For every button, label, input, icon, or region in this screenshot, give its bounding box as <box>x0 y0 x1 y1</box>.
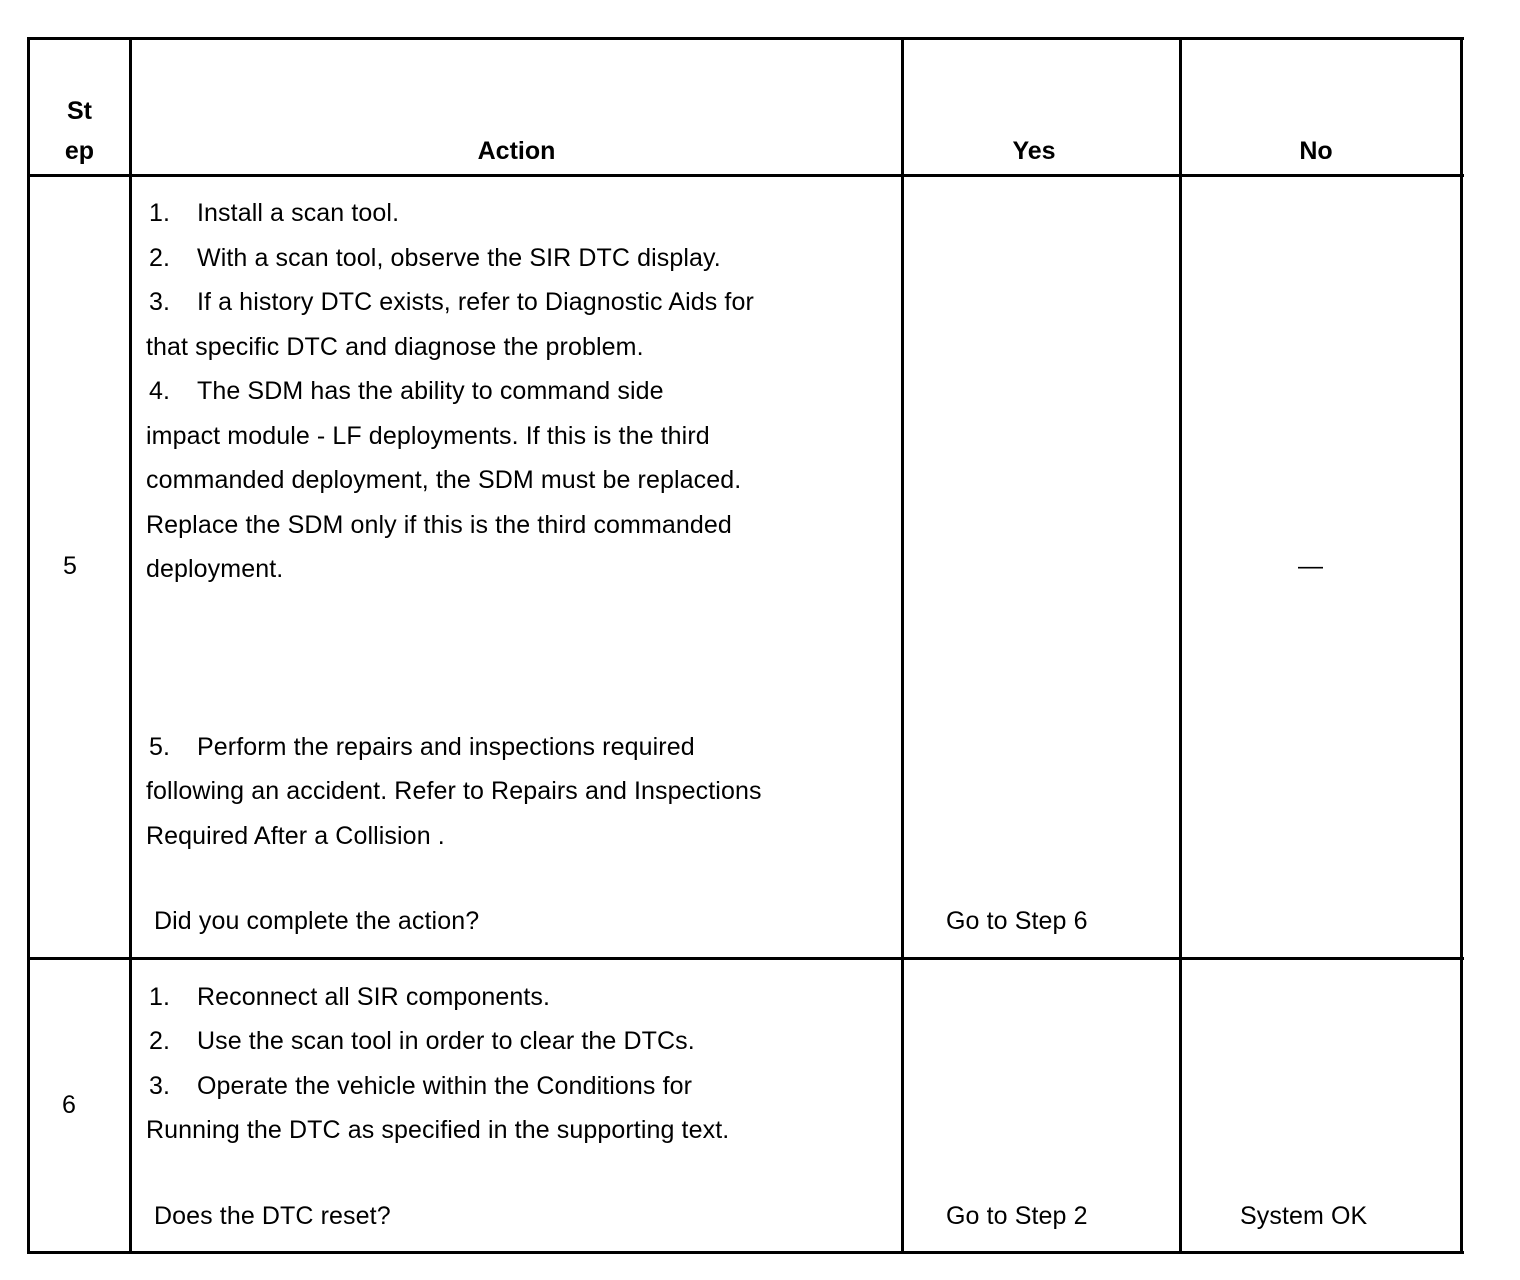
action-item-text: If a history DTC exists, refer to Diagnostic Aids for <box>197 288 754 316</box>
action-item-continuation: impact module - LF deployments. If this is the third <box>146 422 710 450</box>
action-item-number: 1. <box>149 199 171 227</box>
action-item-number: 3. <box>149 1072 171 1100</box>
action-item-number: 1. <box>149 983 171 1011</box>
action-item-continuation: following an accident. Refer to Repairs and Inspections <box>146 777 762 805</box>
header-bottom-border <box>27 174 1464 177</box>
no-result: — <box>1298 552 1324 580</box>
yes-result: Go to Step 2 <box>946 1202 1088 1230</box>
action-item-number: 3. <box>149 288 171 316</box>
action-item <box>149 1071 692 1101</box>
table-top-border <box>27 37 1464 40</box>
action-item-number: 2. <box>149 244 171 272</box>
yes-result: Go to Step 6 <box>946 907 1088 935</box>
header-step-line1: St <box>67 97 92 125</box>
action-yes-divider <box>901 37 904 1254</box>
action-item <box>149 287 754 317</box>
action-item-number: 4. <box>149 377 171 405</box>
row-step-number: 5 <box>63 552 78 580</box>
action-item <box>149 982 550 1012</box>
header-action: Action <box>477 137 556 165</box>
row-step-number: 6 <box>62 1091 77 1119</box>
action-item-text: The SDM has the ability to command side <box>197 377 664 405</box>
action-item-number: 2. <box>149 1027 171 1055</box>
table-bottom-border <box>27 1251 1464 1254</box>
header-yes: Yes <box>1012 137 1056 165</box>
row-divider <box>27 957 1464 960</box>
action-item-text: Perform the repairs and inspections required <box>197 733 695 761</box>
action-item <box>149 732 695 762</box>
action-question: Did you complete the action? <box>154 907 480 935</box>
action-item-continuation: Replace the SDM only if this is the third commanded <box>146 511 732 539</box>
action-item-text: Reconnect all SIR components. <box>197 983 551 1011</box>
action-question: Does the DTC reset? <box>154 1202 391 1230</box>
yes-no-divider <box>1179 37 1182 1254</box>
action-item-text: Use the scan tool in order to clear the DTCs. <box>197 1027 695 1055</box>
header-no: No <box>1299 137 1333 165</box>
action-item-text: Install a scan tool. <box>197 199 400 227</box>
action-item-continuation: Required After a Collision . <box>146 822 445 850</box>
action-item-continuation: Running the DTC as specified in the supporting text. <box>146 1116 730 1144</box>
table-left-border <box>27 37 30 1254</box>
action-item-number: 5. <box>149 733 171 761</box>
step-action-divider <box>129 37 132 1254</box>
no-result: System OK <box>1240 1202 1368 1230</box>
action-item-continuation: that specific DTC and diagnose the problem. <box>146 333 644 361</box>
action-item <box>149 376 664 406</box>
action-item <box>149 1026 695 1056</box>
table-right-border <box>1460 37 1463 1254</box>
action-item <box>149 198 399 228</box>
action-item-continuation: commanded deployment, the SDM must be replaced. <box>146 466 742 494</box>
header-step-line2: ep <box>64 137 95 165</box>
action-item-text: Operate the vehicle within the Conditions for <box>197 1072 693 1100</box>
action-item-continuation: deployment. <box>146 555 284 583</box>
action-item <box>149 243 721 273</box>
action-item-text: With a scan tool, observe the SIR DTC display. <box>197 244 721 272</box>
